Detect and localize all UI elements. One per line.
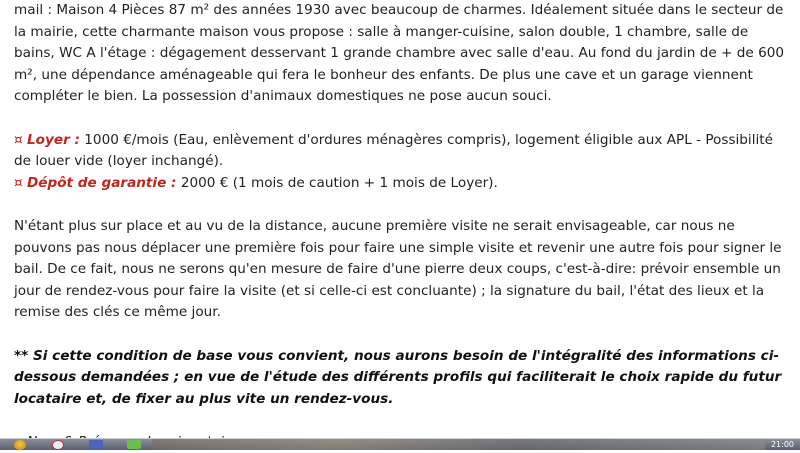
taskbar-clock[interactable]: 21:00 [770,440,794,449]
spacer [14,108,790,130]
deposit-bullet: ¤ [14,174,23,191]
taskbar [0,438,800,450]
spacer [14,324,790,346]
start-button[interactable] [2,439,38,450]
spacer [14,194,790,216]
rent-label: Loyer : [26,131,80,148]
rent-text: 1000 €/mois (Eau, enlèvement d'ordures ménagères compris), logement éligible aux APL - Possibilité de louer vide (loyer inchangé). [14,131,773,170]
app-icon [127,440,141,449]
intro-paragraph: mail : Maison 4 Pièces 87 m² des années 1930 avec beaucoup de charmes. Idéalement située dans le secteur de la mairie, cette charmante maison vous propose : salle à manger-cuisine, salon double, 1 chambre, salle de bains, WC A l'étage : dégagement desservant 1 grande chambre avec salle d'eau. Au fond du jardin de + de 600 m², une dépendance aménageable qui fera le bonheur des enfants. De plus une cave et un garage viennent compléter le bien. La possession d'animaux domestiques ne pose aucun souci. [14,2,785,105]
deposit-text: 2000 € (1 mois de caution + 1 mois de Loyer). [180,174,498,191]
rent-bullet: ¤ [14,131,23,148]
rent-line [14,130,790,173]
deposit-label: Dépôt de garantie : [26,174,177,191]
taskbar-browser[interactable] [40,439,76,450]
folder-icon [89,440,103,449]
taskbar-app[interactable] [116,439,152,450]
condition-paragraph: ** Si cette condition de base vous convient, nous aurons besoin de l'intégralité des informations ci-dessous demandées ; en vue de l'étude des différents profils qui faciliterait le choix rapide du futur locataire et, de fixer au plus vite un rendez-vous. [14,347,782,407]
listing-text [14,0,790,453]
spacer [14,410,790,432]
deposit-line [14,173,790,195]
taskbar-folder[interactable] [78,439,114,450]
taskbar-strip [152,439,765,450]
visit-paragraph: N'étant plus sur place et au vu de la distance, aucune première visite ne serait envisageable, car nous ne pouvons pas nous déplacer une première fois pour faire une simple visite et revenir une autre fois pour signer le bail. De ce fait, nous ne serons qu'en mesure de faire d'une pierre deux coups, c'est-à-dire: prévoir ensemble un jour de rendez-vous pour faire la visite (et si celle-ci est concluante) ; la signature du bail, l'état des lieux et la remise des clés ce même jour. [14,217,782,321]
